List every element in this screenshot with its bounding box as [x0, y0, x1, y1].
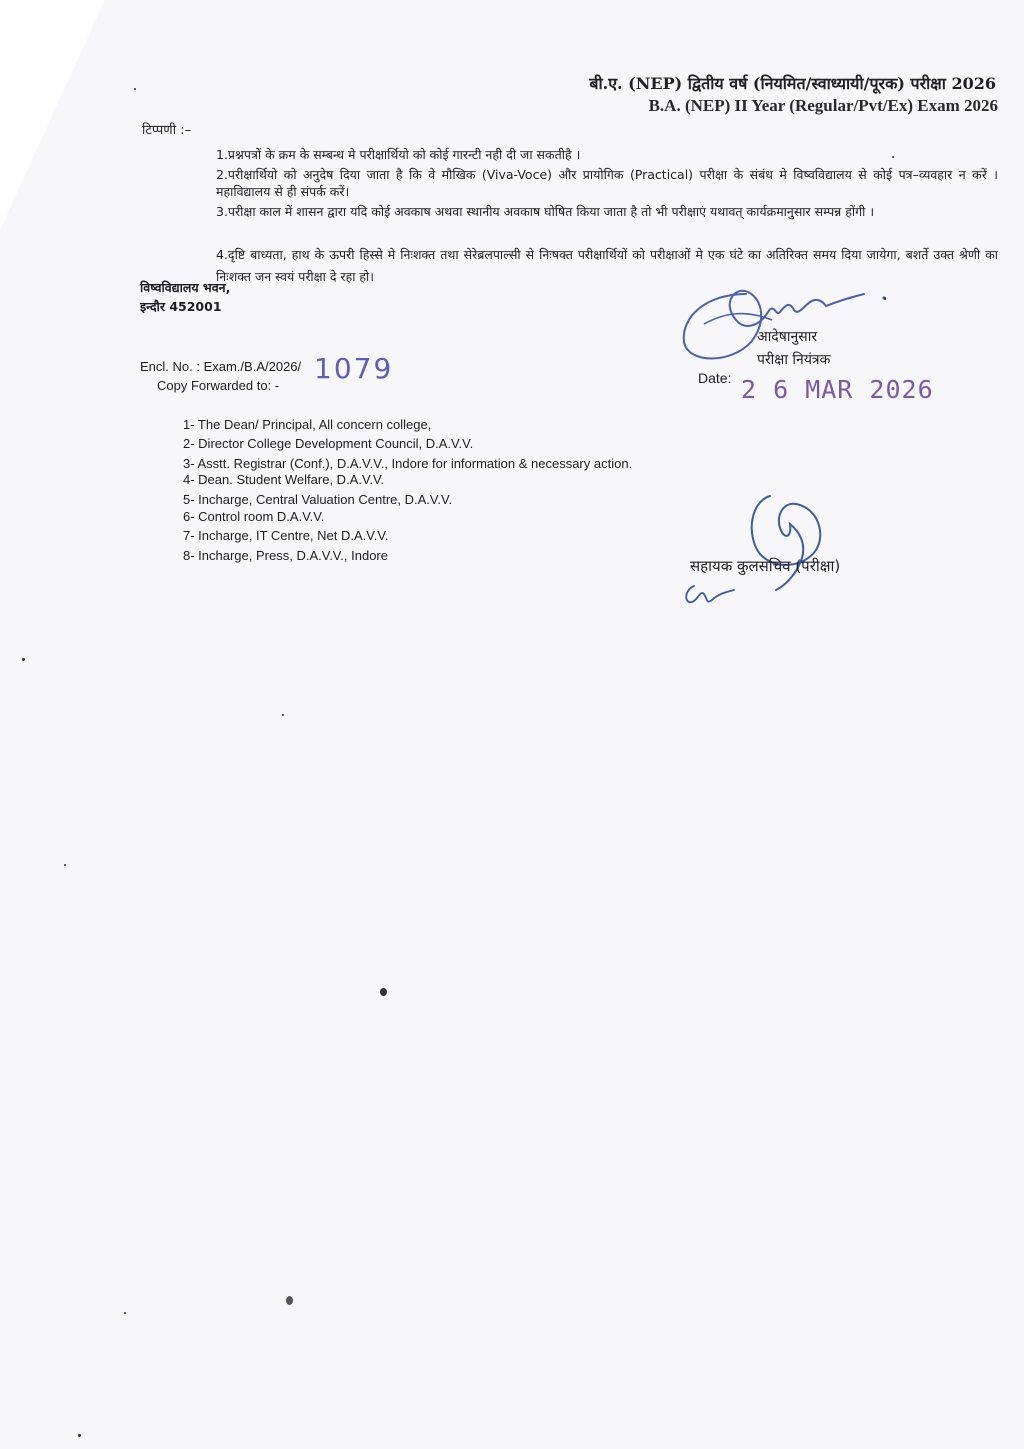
header-title-english: B.A. (NEP) II Year (Regular/Pvt/Ex) Exam 2026: [648, 96, 998, 115]
initials-signature: [682, 580, 742, 610]
recipient-item: 2- Director College Development Council, D.A.V.V.: [183, 436, 474, 451]
scan-speck: [78, 1434, 81, 1437]
scan-speck: [22, 658, 25, 661]
scan-speck: [884, 297, 886, 300]
enclosure-label: Encl. No. : Exam./B.A/2026/: [140, 359, 302, 374]
notes-label: टिप्पणी :–: [142, 123, 192, 138]
scan-speck: [124, 1312, 126, 1314]
note-2: 2.परीक्षार्थियो को अनुदेष दिया जाता है कि वे मौखिक (Viva-Voce) और प्रायोगिक (Practical) परीक्षा के संबंध मे विष्वविद्यालय से कोई पत्र–व्यवहार न करें । महाविद्यालय से ही संपर्क करें।: [216, 167, 998, 199]
recipient-item: 8- Incharge, Press, D.A.V.V., Indore: [183, 548, 388, 563]
assistant-registrar-signature: [740, 488, 840, 598]
scan-speck: [286, 1296, 293, 1305]
enclosure-number-handwritten: 1079: [314, 352, 394, 385]
address-line-1: विष्वविद्यालय भवन,: [140, 280, 231, 295]
note-1: 1.प्रश्नपत्रों के क्रम के सम्बन्ध मे परीक्षार्थियो को कोई गारन्टी नही दी जा सकतीहै ।: [216, 147, 581, 162]
recipient-item: 7- Incharge, IT Centre, Net D.A.V.V.: [183, 528, 389, 543]
date-stamp: 2 6 MAR 2026: [741, 375, 934, 404]
controller-designation: परीक्षा नियंत्रक: [757, 352, 831, 368]
note-4: 4.दृष्टि बाध्यता, हाथ के ऊपरी हिस्से मे निःशक्त तथा सेरेब्रलपाल्सी से निःषक्त परीक्षार्थियों को परीक्षाओं मे एक घंटे का अतिरिक्त समय दिया जायेगा, बशर्ते उक्त श्रेणी का निःशक्त जन स्वयं परीक्षा दे रहा हो।: [216, 247, 998, 284]
scan-speck: [380, 988, 387, 996]
scan-speck: [282, 714, 284, 716]
recipient-item: 4- Dean. Student Welfare, D.A.V.V.: [183, 472, 385, 487]
recipient-item: 1- The Dean/ Principal, All concern college,: [183, 417, 432, 432]
header-title-hindi: बी.ए. (NEP) द्वितीय वर्ष (नियमित/स्वाध्यायी/पूरक) परीक्षा 2026: [589, 74, 996, 93]
copy-forwarded-label: Copy Forwarded to: -: [157, 378, 280, 393]
recipient-item: 5- Incharge, Central Valuation Centre, D.A.V.V.: [183, 492, 453, 507]
recipient-item: 6- Control room D.A.V.V.: [183, 509, 325, 524]
scan-speck: [892, 156, 894, 158]
scan-speck: [134, 88, 136, 90]
by-order-text: आदेषानुसार: [757, 329, 818, 345]
scan-speck: [64, 864, 66, 866]
folded-corner: [0, 0, 105, 230]
address-line-2: इन्दौर 452001: [140, 299, 222, 314]
recipient-item: 3- Asstt. Registrar (Conf.), D.A.V.V., Indore for information & necessary action.: [183, 456, 633, 471]
assistant-registrar-designation: सहायक कुलसचिव (परीक्षा): [690, 557, 841, 575]
note-3: 3.परीक्षा काल में शासन द्वारा यदि कोई अवकाष अथवा स्थानीय अवकाष घोषित किया जाता है तो भी परीक्षाएं यथावत् कार्यक्रमानुसार सम्पन्न होंगी ।: [216, 204, 875, 219]
date-label: Date:: [698, 370, 732, 386]
